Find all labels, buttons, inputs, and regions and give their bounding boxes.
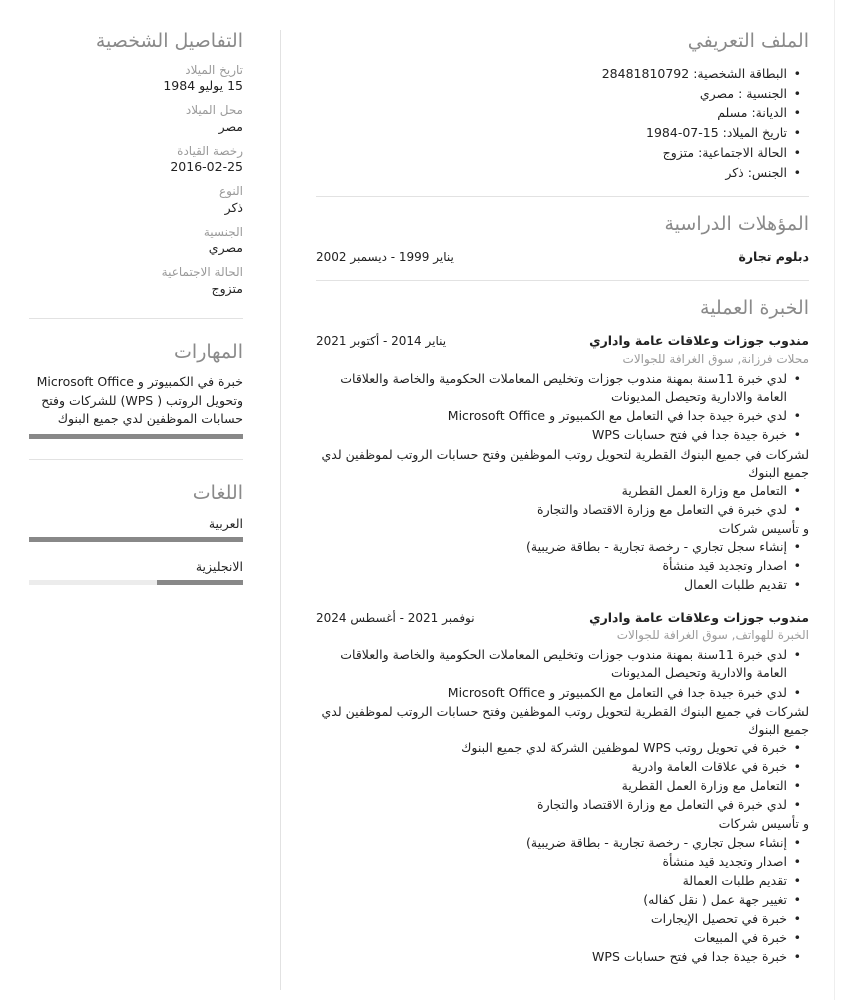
job-paragraph: لشركات في جميع البنوك القطرية لتحويل روتب الموظفين وفتح حسابات الروتب لموظفين لدي جميع البنوك xyxy=(321,446,809,480)
job-duty: • لدي خبرة جيدة جدا في التعامل مع الكمبيوتر و Microsoft Office xyxy=(316,407,787,425)
job-duty: • تقديم طلبات العمالة xyxy=(316,872,787,890)
detail-label: رخصة القيادة xyxy=(177,143,243,158)
detail-label: تاريخ الميلاد xyxy=(185,62,243,77)
detail-item xyxy=(29,144,243,176)
languages-section xyxy=(29,482,243,585)
skill-level-bar xyxy=(29,434,243,439)
sidebar xyxy=(29,30,243,601)
job-duty: • لدي خبرة 11سنة بمهنة مندوب جوزات وتخليص المعاملات الحكومية والخاصة والعلاقات العامة والادارية وتحيصل المديونات xyxy=(316,370,787,406)
job-entry xyxy=(316,609,809,967)
job-duties-list xyxy=(316,646,809,701)
job-duty: • التعامل مع وزارة العمل القطرية xyxy=(316,482,787,500)
job-duties-list xyxy=(316,370,809,445)
detail-label: النوع xyxy=(219,184,243,199)
education-dates: يناير 1999 - ديسمبر 2002 xyxy=(316,250,454,265)
job-dates: نوفمبر 2021 - أغسطس 2024 xyxy=(316,610,475,625)
column-divider xyxy=(280,30,281,990)
job-company: محلات فرزانة, سوق الغرافة للجوالات xyxy=(622,351,809,366)
job-duty: • إنشاء سجل تجاري - رخصة تجارية - بطاقة ضريبية) xyxy=(316,538,787,556)
section-divider xyxy=(29,318,243,319)
profile-item: • الجنس: ذكر xyxy=(316,164,787,183)
detail-value: مصري xyxy=(208,240,243,256)
language-name: العربية xyxy=(208,515,243,531)
detail-item xyxy=(29,184,243,216)
job-paragraph: و تأسيس شركات xyxy=(718,816,809,832)
job-duty: • إنشاء سجل تجاري - رخصة تجارية - بطاقة ضريبية) xyxy=(316,834,787,852)
job-duty: • لدي خبرة في التعامل مع وزارة الاقتصاد والتجارة xyxy=(316,796,787,814)
language-level-bar xyxy=(29,537,243,542)
job-duties-list xyxy=(316,834,809,967)
job-header xyxy=(316,609,809,627)
job-paragraph: و تأسيس شركات xyxy=(718,521,809,537)
detail-label: الجنسية xyxy=(203,224,243,239)
profile-item: • الديانة: مسلم xyxy=(316,104,787,123)
language-level-fill xyxy=(29,537,243,542)
detail-value: متزوج xyxy=(211,280,243,296)
language-level-fill xyxy=(157,580,243,585)
personal-details-section xyxy=(29,30,243,298)
section-divider xyxy=(29,459,243,460)
job-duties-list xyxy=(316,538,809,594)
job-duty: • خبرة جيدة جدا في فتح حسابات WPS xyxy=(316,948,787,966)
job-duty: • خبرة جيدة جدا في فتح حسابات WPS xyxy=(316,426,787,444)
language-name: الانجليزية xyxy=(195,558,243,574)
detail-value: 2016-02-25 xyxy=(170,159,243,175)
job-duty: • خبرة في علاقات العامة وادرية xyxy=(316,758,787,776)
main-column xyxy=(316,30,809,980)
job-duties-list xyxy=(316,739,809,815)
detail-value: ذكر xyxy=(224,199,243,215)
education-entry xyxy=(316,248,809,266)
job-duty: • لدي خبرة في التعامل مع وزارة الاقتصاد والتجارة xyxy=(316,501,787,519)
job-company: الخبرة للهواتف, سوق الغرافة للجوالات xyxy=(616,627,809,642)
language-item xyxy=(29,515,243,542)
skill-level-fill xyxy=(29,434,243,439)
job-header xyxy=(316,332,809,350)
skills-section xyxy=(29,341,243,439)
job-duty: • خبرة في المبيعات xyxy=(316,929,787,947)
language-level-bar xyxy=(29,580,243,585)
section-divider xyxy=(316,196,809,197)
languages-title: اللغات xyxy=(192,481,243,504)
profile-item: • تاريخ الميلاد: 15-07-1984 xyxy=(316,124,787,143)
detail-item xyxy=(29,265,243,297)
job-duties-list xyxy=(316,482,809,519)
personal-details-title: التفاصيل الشخصية xyxy=(95,30,243,52)
job-duty: • التعامل مع وزارة العمل القطرية xyxy=(316,777,787,795)
language-item xyxy=(29,558,243,585)
job-duty: • لدي خبرة جيدة جدا في التعامل مع الكمبيوتر و Microsoft Office xyxy=(316,684,787,702)
section-divider xyxy=(316,280,809,281)
job-duty: • اصدار وتجديد قيد منشأة xyxy=(316,557,787,575)
detail-label: محل الميلاد xyxy=(185,103,243,118)
profile-item: • الجنسية : مصري xyxy=(316,85,787,104)
job-entry xyxy=(316,332,809,594)
job-duty: • خبرة في تحويل روتب WPS لموظفين الشركة لدي جميع البنوك xyxy=(316,739,787,757)
education-degree: دبلوم تجارة xyxy=(738,249,809,265)
job-title: مندوب جوزات وعلاقات عامة واداري xyxy=(589,609,809,625)
job-duty: • لدي خبرة 11سنة بمهنة مندوب جوزات وتخليص المعاملات الحكومية والخاصة والعلاقات العامة والادارية وتحيصل المديونات xyxy=(316,646,787,682)
job-dates: يناير 2014 - أكتوبر 2021 xyxy=(316,334,447,349)
education-title: المؤهلات الدراسية xyxy=(664,213,809,236)
education-section xyxy=(316,213,809,266)
job-duty: • تقديم طلبات العمال xyxy=(316,576,787,594)
page-edge xyxy=(834,0,835,1000)
profile-list xyxy=(316,65,809,183)
profile-item: • الحالة الاجتماعية: متزوج xyxy=(316,144,787,163)
detail-value: 15 يوليو 1984 xyxy=(163,78,243,94)
job-duty: • اصدار وتجديد قيد منشأة xyxy=(316,853,787,871)
detail-item xyxy=(29,63,243,95)
skill-description: خبرة في الكمبيوتر و Microsoft Office وتحويل الروتب ( WPS) للشركات وفتح حسابات الموظفين لدي جميع البنوك xyxy=(36,374,243,426)
detail-item xyxy=(29,103,243,135)
job-paragraph: لشركات في جميع البنوك القطرية لتحويل روتب الموظفين وفتح حسابات الروتب لموظفين لدي جميع البنوك xyxy=(321,703,809,737)
experience-title: الخبرة العملية xyxy=(700,297,809,320)
skills-title: المهارات xyxy=(174,340,243,363)
job-title: مندوب جوزات وعلاقات عامة واداري xyxy=(589,333,809,349)
detail-item xyxy=(29,225,243,257)
detail-label: الحالة الاجتماعية xyxy=(161,265,243,280)
profile-title: الملف التعريفي xyxy=(687,30,809,52)
detail-value: مصر xyxy=(218,118,243,134)
experience-section xyxy=(316,297,809,966)
profile-item: • البطاقة الشخصية: 28481810792 xyxy=(316,65,787,84)
job-duty: • خبرة في تحصيل الإيجارات xyxy=(316,910,787,928)
job-duty: • تغيير جهة عمل ( نقل كفاله) xyxy=(316,891,787,909)
profile-section xyxy=(316,30,809,182)
